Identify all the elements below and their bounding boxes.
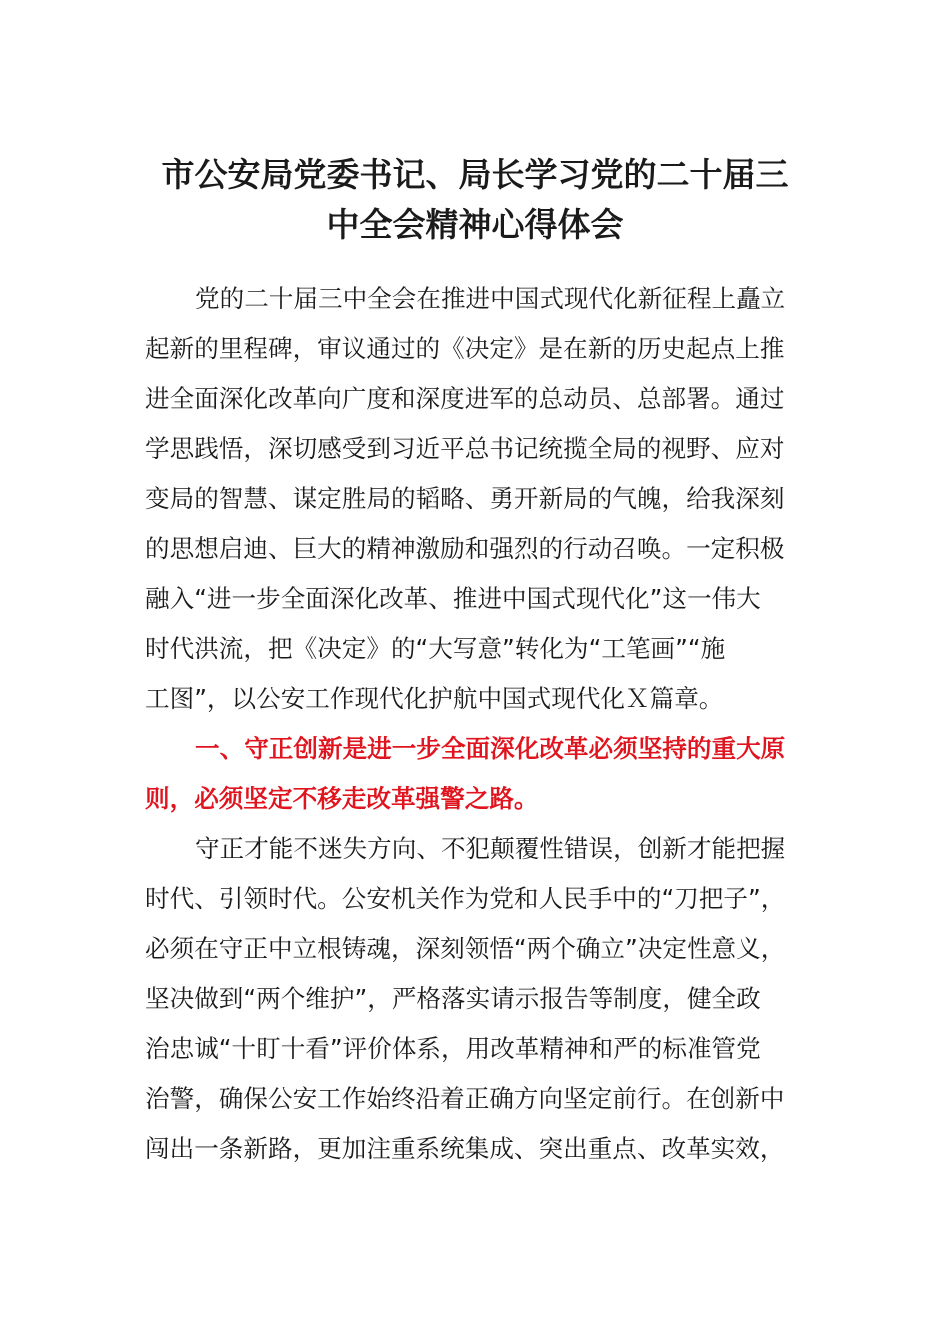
paragraph-line: 融入“进一步全面深化改革、推进中国式现代化”这一伟大 (145, 584, 761, 613)
paragraph-line: 进全面深化改革向广度和深度进军的总动员、总部署。通过 (145, 384, 785, 413)
paragraph-line: 闯出一条新路，更加注重系统集成、突出重点、改革实效， (145, 1134, 785, 1163)
paragraph-intro (145, 274, 805, 724)
section-heading-1 (145, 724, 805, 824)
paragraph-line: 坚决做到“两个维护”，严格落实请示报告等制度，健全政 (145, 984, 761, 1013)
paragraph-line: 必须在守正中立根铸魂，深刻领悟“两个确立”决定性意义， (145, 934, 786, 963)
paragraph-line: 守正才能不迷失方向、不犯颠覆性错误，创新才能把握 (195, 834, 786, 863)
document-title (140, 150, 810, 250)
title-line-2: 中全会精神心得体会 (326, 205, 624, 244)
paragraph-line: 起新的里程碑，审议通过的《决定》是在新的历史起点上推 (145, 334, 785, 363)
paragraph-line: 时代洪流，把《决定》的“大写意”转化为“工笔画”“施 (145, 634, 726, 663)
heading-line: 则，必须坚定不移走改革强警之路。 (145, 784, 539, 813)
paragraph-line: 时代、引领时代。公安机关作为党和人民手中的“刀把子”， (145, 884, 786, 913)
paragraph-section-1 (145, 824, 805, 1174)
paragraph-line: 学思践悟，深切感受到习近平总书记统揽全局的视野、应对 (145, 434, 785, 463)
heading-line: 一、守正创新是进一步全面深化改革必须坚持的重大原 (195, 734, 786, 763)
paragraph-line: 党的二十届三中全会在推进中国式现代化新征程上矗立 (195, 284, 786, 313)
paragraph-line: 治警，确保公安工作始终沿着正确方向坚定前行。在创新中 (145, 1084, 785, 1113)
paragraph-line: 的思想启迪、巨大的精神激励和强烈的行动召唤。一定积极 (145, 534, 785, 563)
paragraph-line: 变局的智慧、谋定胜局的韬略、勇开新局的气魄，给我深刻 (145, 484, 785, 513)
paragraph-line: 工图”，以公安工作现代化护航中国式现代化Ｘ篇章。 (145, 684, 724, 713)
paragraph-line: 治忠诚“十盯十看”评价体系，用改革精神和严的标准管党 (145, 1034, 761, 1063)
title-line-1: 市公安局党委书记、局长学习党的二十届三 (161, 155, 789, 194)
